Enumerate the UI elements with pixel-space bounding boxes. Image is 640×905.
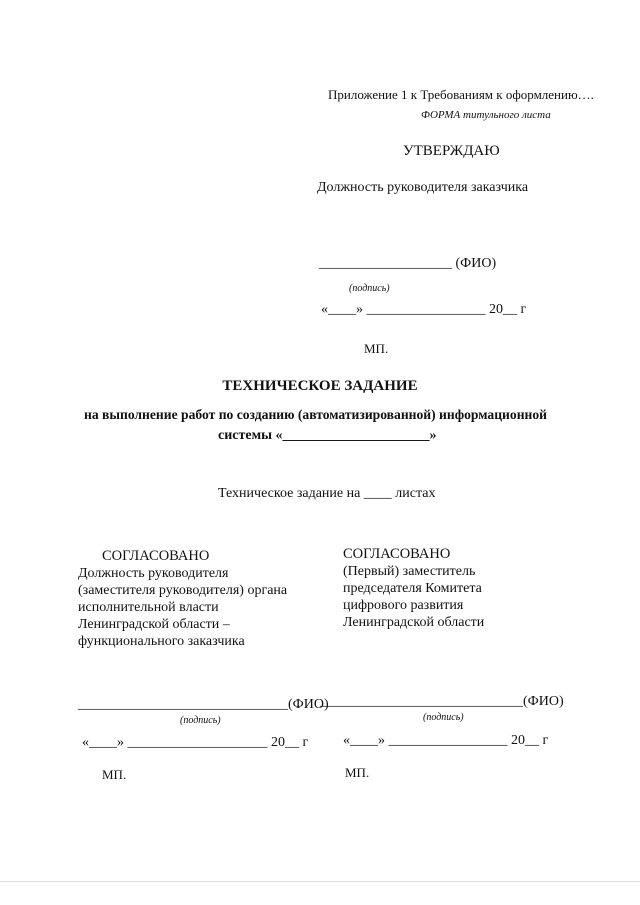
- agree-right-date-line: «____» _________________ 20__ г: [343, 733, 549, 748]
- approve-signature-line: ___________________ (ФИО): [319, 256, 497, 271]
- approve-signature-caption: (подпись): [349, 283, 390, 294]
- approve-position: Должность руководителя заказчика: [317, 180, 529, 195]
- approve-date-line: «____» _________________ 20__ г: [321, 302, 527, 317]
- page-bottom-divider: [0, 881, 640, 882]
- agree-right-line: цифрового развития: [343, 598, 464, 613]
- agree-left-signature-caption: (подпись): [180, 715, 221, 726]
- agree-right-line: Ленинградской области: [343, 615, 485, 630]
- agree-left-line: (заместителя руководителя) органа: [78, 583, 288, 598]
- agree-right-signature-line: _____________________________(ФИО): [320, 694, 564, 709]
- approve-stamp: МП.: [364, 341, 389, 356]
- agree-right-position: [343, 563, 484, 631]
- agree-right-line: председателя Комитета: [343, 581, 482, 596]
- agree-left-line: Должность руководителя: [78, 566, 229, 581]
- agree-right-heading: СОГЛАСОВАНО: [343, 546, 451, 562]
- form-label: ФОРМА титульного листа: [421, 109, 551, 121]
- agree-right-signature-caption: (подпись): [423, 712, 464, 723]
- agree-right-line: (Первый) заместитель: [343, 564, 476, 579]
- pages-count-line: Техническое задание на ____ листах: [218, 486, 436, 501]
- agree-left-stamp: МП.: [102, 767, 127, 782]
- agree-left-line: Ленинградской области –: [78, 617, 230, 632]
- agree-left-signature-line: ______________________________(ФИО): [78, 697, 329, 712]
- agree-left-line: функционального заказчика: [78, 634, 245, 649]
- approve-title: УТВЕРЖДАЮ: [403, 143, 500, 159]
- appendix-line: Приложение 1 к Требованиям к оформлению….: [328, 87, 594, 102]
- document-title: ТЕХНИЧЕСКОЕ ЗАДАНИЕ: [222, 378, 418, 394]
- agree-left-date-line: «____» ____________________ 20__ г: [82, 735, 309, 750]
- agree-right-stamp: МП.: [345, 765, 370, 780]
- document-subtitle-line1: на выполнение работ по созданию (автоматизированной) информационной: [84, 407, 547, 422]
- document-subtitle-line2: системы «_____________________»: [218, 428, 437, 443]
- agree-left-line: исполнительной власти: [78, 600, 219, 615]
- agree-left-position: [78, 565, 287, 650]
- agree-left-heading: СОГЛАСОВАНО: [102, 548, 210, 564]
